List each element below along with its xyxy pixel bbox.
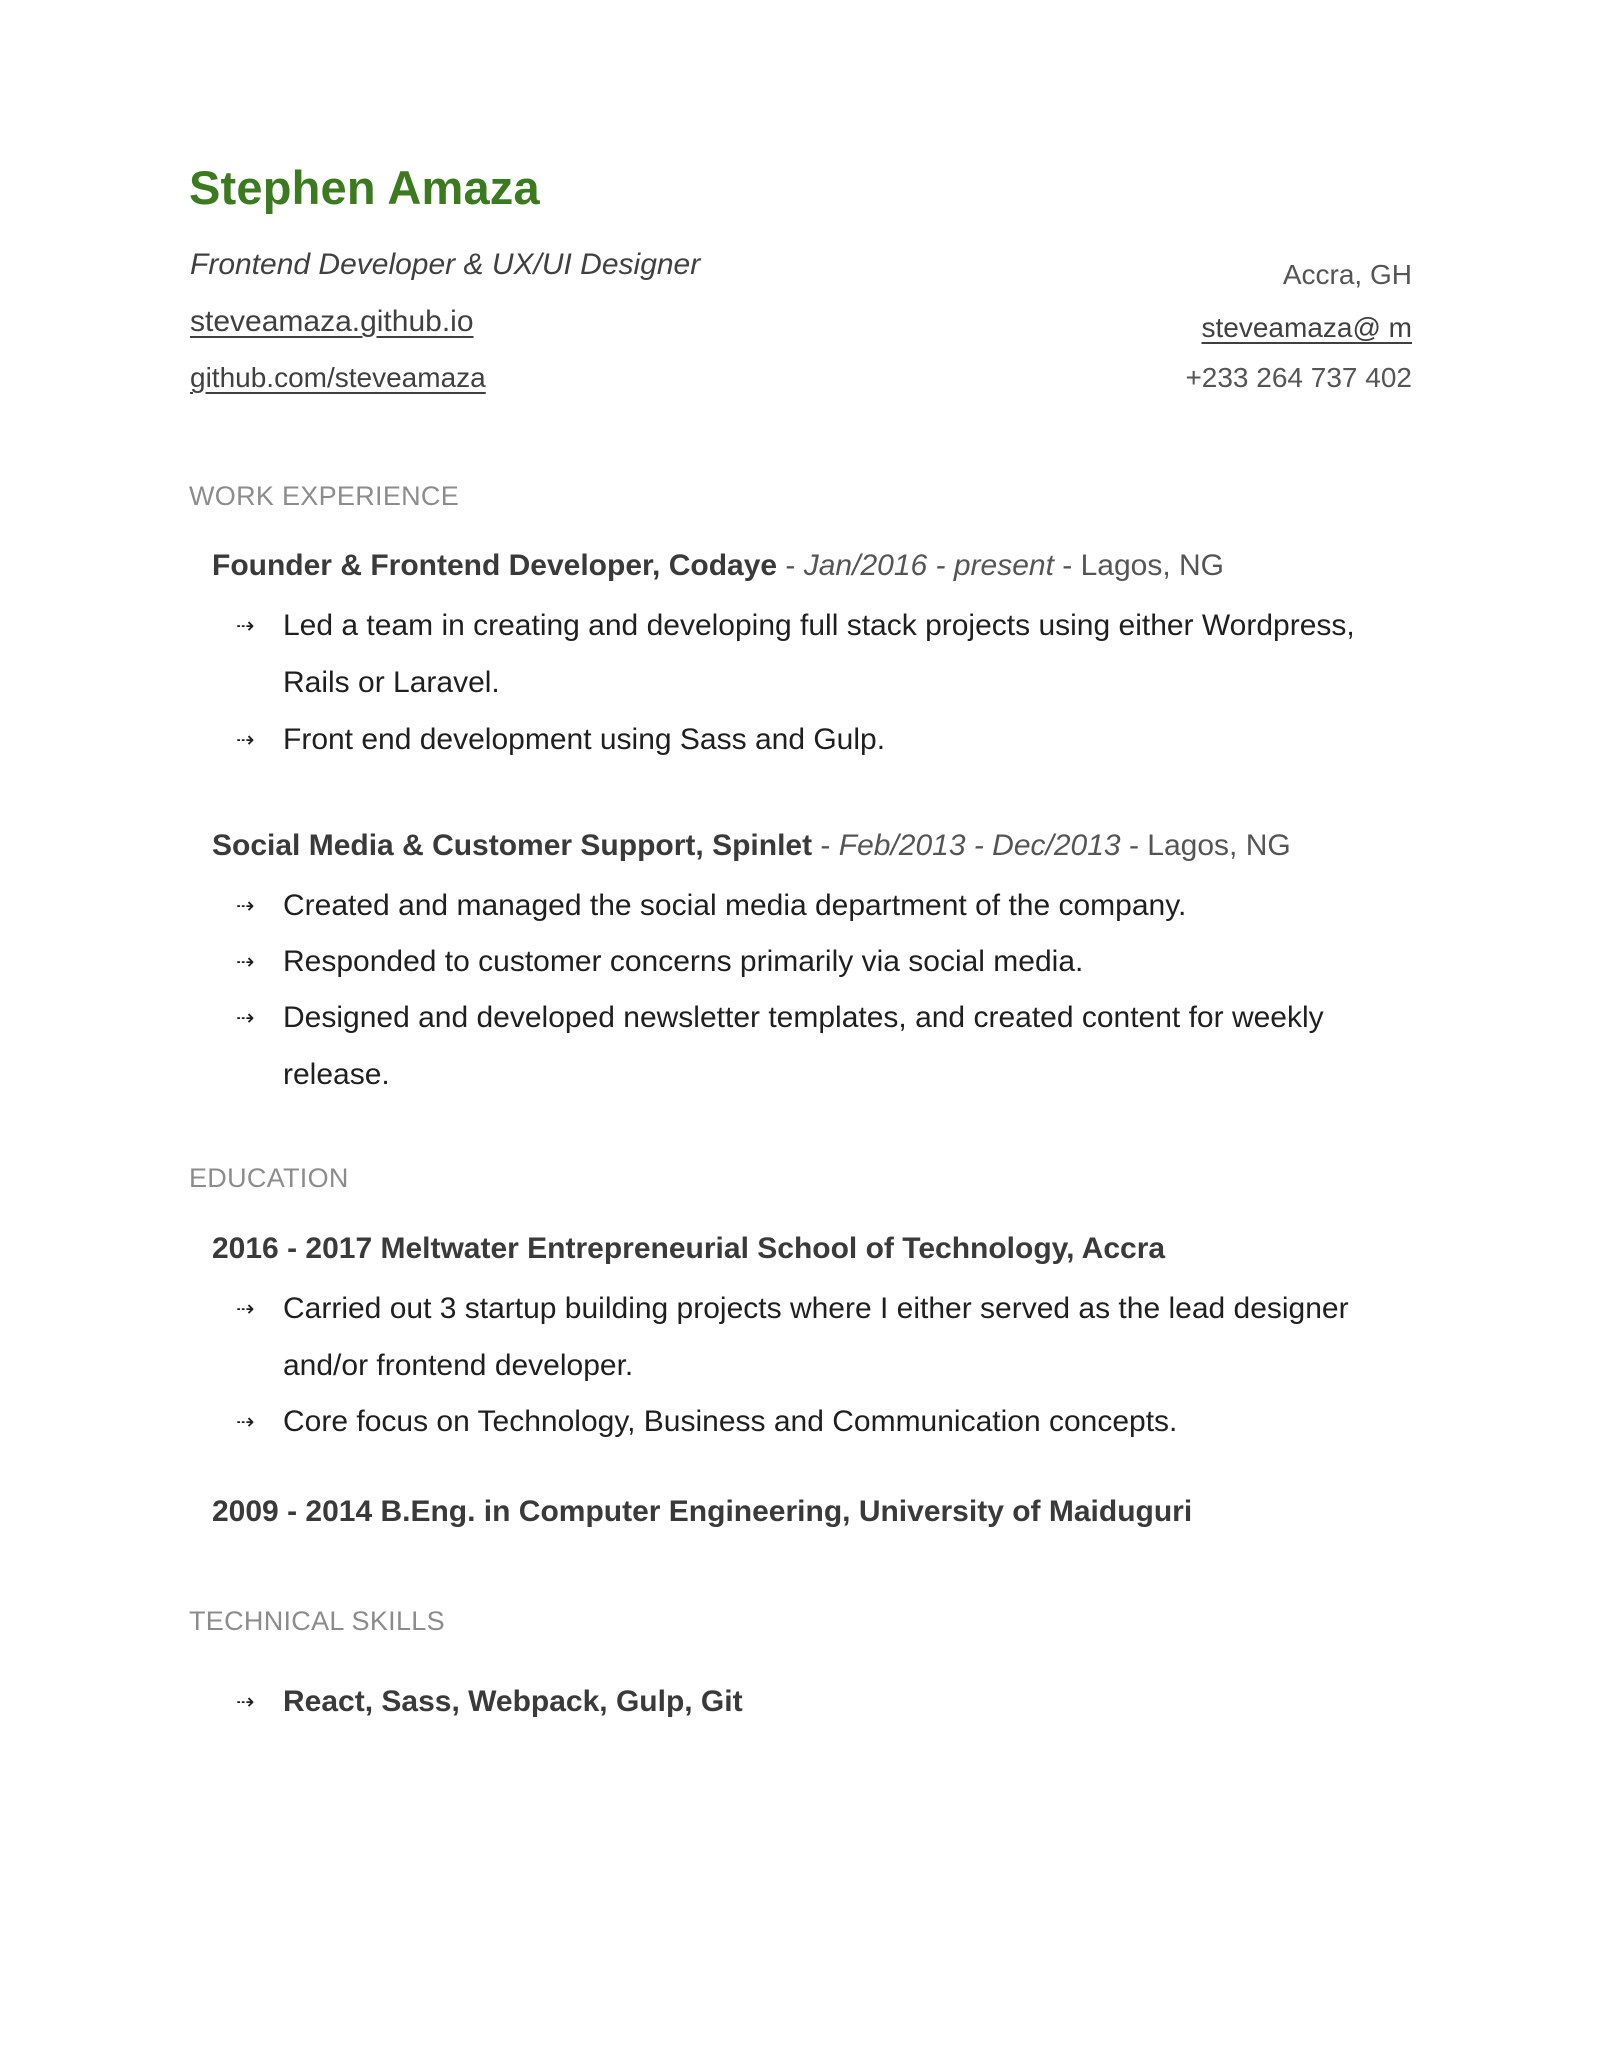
- education-entry-heading: [212, 1232, 1165, 1266]
- education-heading: 2016 - 2017 Meltwater Entrepreneurial School of Technology, Accra: [212, 1232, 1166, 1265]
- dotted-arrow-icon: ⇢: [236, 1005, 252, 1030]
- work-location: Lagos, NG: [1080, 549, 1225, 582]
- bullet-text: Responded to customer concerns primarily via social media.: [283, 945, 1084, 978]
- separator: -: [1053, 549, 1081, 582]
- section-title-education: EDUCATION: [189, 1163, 349, 1193]
- list-item: [236, 1393, 1416, 1450]
- education-entry-heading: [212, 1495, 1192, 1529]
- bullet-text: Led a team in creating and developing full stack projects using either Wordpress, Rails or Laravel.: [283, 609, 1355, 699]
- work-dates: Feb/2013 - Dec/2013: [838, 829, 1121, 862]
- work-role-company: Founder & Frontend Developer, Codaye: [212, 549, 778, 582]
- github-link[interactable]: github.com/steveamaza: [190, 362, 486, 393]
- job-title: Frontend Developer & UX/UI Designer: [190, 248, 701, 281]
- dotted-arrow-icon: ⇢: [236, 727, 252, 752]
- section-title-work: WORK EXPERIENCE: [189, 481, 460, 511]
- bullet-text: Core focus on Technology, Business and Communication concepts.: [283, 1405, 1178, 1438]
- list-item: [236, 989, 1416, 1103]
- location-text: Accra, GH: [1282, 259, 1412, 290]
- list-item: [236, 877, 1416, 934]
- list-item: [236, 933, 1416, 990]
- list-item: [236, 1673, 1416, 1730]
- education-heading: 2009 - 2014 B.Eng. in Computer Engineering, University of Maiduguri: [212, 1495, 1193, 1528]
- work-entry-heading: [212, 829, 1291, 863]
- dotted-arrow-icon: ⇢: [236, 613, 252, 638]
- website-link[interactable]: steveamaza.github.io: [190, 305, 474, 338]
- bullet-text: Designed and developed newsletter templates, and created content for weekly release.: [283, 1001, 1324, 1091]
- candidate-name: Stephen Amaza: [189, 161, 540, 214]
- work-entry-heading: [212, 549, 1224, 583]
- dotted-arrow-icon: ⇢: [236, 1409, 252, 1434]
- dotted-arrow-icon: ⇢: [236, 1296, 252, 1321]
- skills-list: React, Sass, Webpack, Gulp, Git: [283, 1685, 743, 1718]
- work-location: Lagos, NG: [1147, 829, 1291, 862]
- separator: -: [1120, 829, 1148, 862]
- work-dates: Jan/2016 - present: [803, 549, 1054, 582]
- list-item: [236, 597, 1416, 711]
- dotted-arrow-icon: ⇢: [236, 949, 252, 974]
- dotted-arrow-icon: ⇢: [236, 893, 252, 918]
- work-role-company: Social Media & Customer Support, Spinlet: [212, 829, 813, 862]
- list-item: [236, 711, 1416, 768]
- bullet-text: Front end development using Sass and Gulp.: [283, 723, 886, 756]
- section-title-skills: TECHNICAL SKILLS: [189, 1606, 445, 1636]
- list-item: [236, 1280, 1416, 1394]
- email-link[interactable]: steveamaza@ m: [1201, 312, 1412, 343]
- bullet-text: Created and managed the social media department of the company.: [283, 889, 1187, 922]
- bullet-text: Carried out 3 startup building projects where I either served as the lead designer and/or frontend developer.: [283, 1292, 1349, 1382]
- separator: -: [812, 829, 839, 862]
- phone-text: +233 264 737 402: [1185, 362, 1412, 393]
- dotted-arrow-icon: ⇢: [236, 1689, 252, 1714]
- separator: -: [777, 549, 804, 582]
